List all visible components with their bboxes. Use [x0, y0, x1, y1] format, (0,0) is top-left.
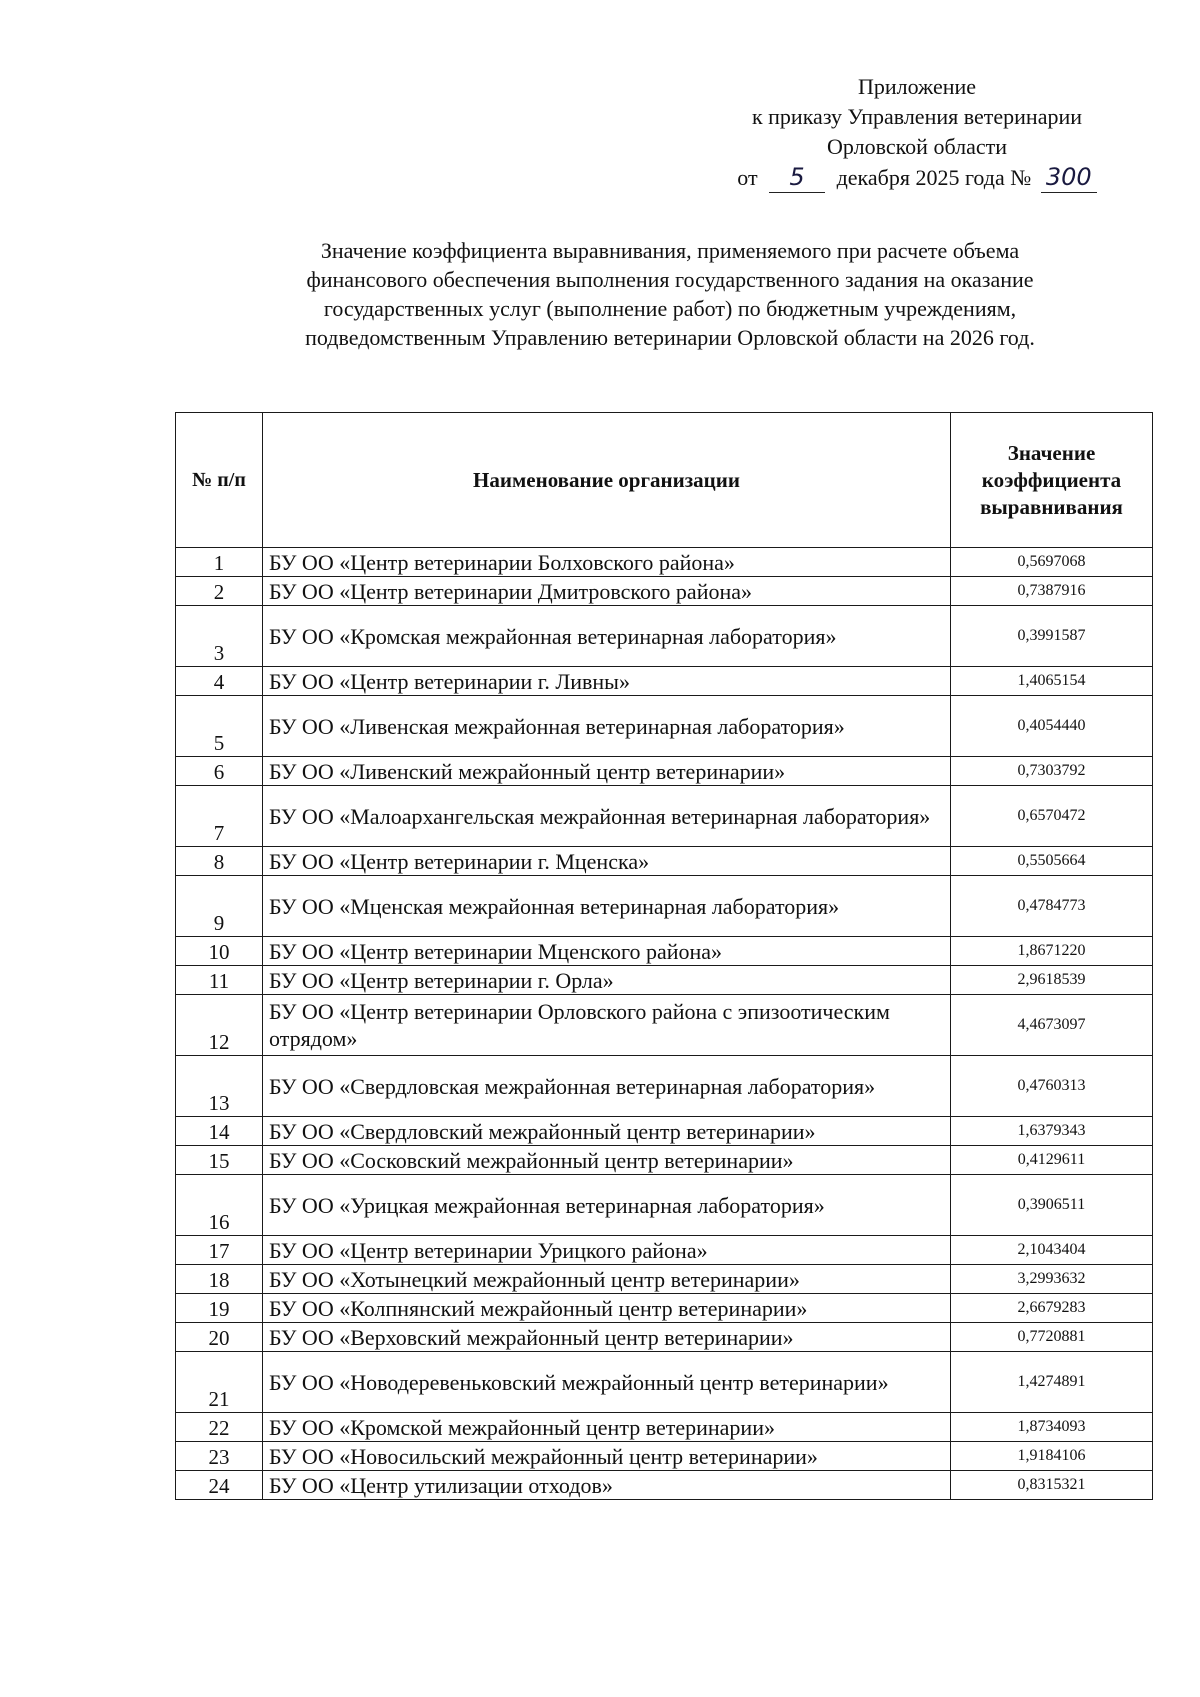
- row-number: 9: [176, 876, 263, 937]
- table-row: [176, 1146, 1153, 1175]
- organization-name: БУ ОО «Центр ветеринарии Дмитровского района»: [263, 577, 951, 606]
- coefficient-value: 1,8671220: [951, 937, 1153, 966]
- row-number: 8: [176, 847, 263, 876]
- row-number: 13: [176, 1056, 263, 1117]
- table-row: [176, 1175, 1153, 1236]
- appendix-label: Приложение: [857, 74, 977, 99]
- row-number: 19: [176, 1294, 263, 1323]
- row-number: 22: [176, 1413, 263, 1442]
- coefficient-value: 2,6679283: [951, 1294, 1153, 1323]
- row-number: 23: [176, 1442, 263, 1471]
- row-number: 24: [176, 1471, 263, 1500]
- order-reference: к приказу Управления ветеринарии: [751, 104, 1083, 129]
- coefficient-value: 2,9618539: [951, 966, 1153, 995]
- table-body: [176, 548, 1153, 1500]
- table-row: [176, 1442, 1153, 1471]
- organization-name: БУ ОО «Малоархангельская межрайонная ветеринарная лаборатория»: [263, 786, 951, 847]
- table-row: [176, 1413, 1153, 1442]
- organization-name: БУ ОО «Новосильский межрайонный центр ветеринарии»: [263, 1442, 951, 1471]
- organization-name: БУ ОО «Колпнянский межрайонный центр ветеринарии»: [263, 1294, 951, 1323]
- organization-name: БУ ОО «Центр ветеринарии Мценского района»: [263, 937, 951, 966]
- row-number: 7: [176, 786, 263, 847]
- coefficient-value: 1,4274891: [951, 1352, 1153, 1413]
- title-line: государственных услуг (выполнение работ) по бюджетным учреждениям,: [323, 296, 1017, 321]
- organization-name: БУ ОО «Кромской межрайонный центр ветеринарии»: [263, 1413, 951, 1442]
- organization-name: БУ ОО «Центр ветеринарии Урицкого района»: [263, 1236, 951, 1265]
- organization-name: БУ ОО «Ливенская межрайонная ветеринарная лаборатория»: [263, 696, 951, 757]
- table-row: [176, 1471, 1153, 1500]
- coefficient-value: 0,4760313: [951, 1056, 1153, 1117]
- table-row: [176, 937, 1153, 966]
- organization-name: БУ ОО «Центр ветеринарии г. Орла»: [263, 966, 951, 995]
- title-line: Значение коэффициента выравнивания, применяемого при расчете объема: [320, 238, 1020, 263]
- coefficient-value: 0,3991587: [951, 606, 1153, 667]
- organization-name: БУ ОО «Центр ветеринарии Орловского района с эпизоотическим отрядом»: [263, 995, 951, 1056]
- row-number: 2: [176, 577, 263, 606]
- table-row: [176, 1056, 1153, 1117]
- table-row: [176, 966, 1153, 995]
- table-row: [176, 548, 1153, 577]
- row-number: 20: [176, 1323, 263, 1352]
- table-row: [176, 1294, 1153, 1323]
- organization-name: БУ ОО «Кромская межрайонная ветеринарная лаборатория»: [263, 606, 951, 667]
- title-line: подведомственным Управлению ветеринарии Орловской области на 2026 год.: [305, 325, 1035, 350]
- row-number: 6: [176, 757, 263, 786]
- organization-name: БУ ОО «Центр ветеринарии Болховского района»: [263, 548, 951, 577]
- coefficient-value: 1,4065154: [951, 667, 1153, 696]
- coefficient-value: 3,2993632: [951, 1265, 1153, 1294]
- table-row: [176, 696, 1153, 757]
- table-row: [176, 1352, 1153, 1413]
- organization-name: БУ ОО «Сосковский межрайонный центр ветеринарии»: [263, 1146, 951, 1175]
- organization-name: БУ ОО «Ливенский межрайонный центр ветеринарии»: [263, 757, 951, 786]
- organization-name: БУ ОО «Центр утилизации отходов»: [263, 1471, 951, 1500]
- title-line: финансового обеспечения выполнения государственного задания на оказание: [306, 267, 1034, 292]
- date-prefix: от: [737, 165, 758, 190]
- coefficient-value: 0,5505664: [951, 847, 1153, 876]
- appendix-header: [682, 72, 1152, 193]
- coefficient-value: 0,4129611: [951, 1146, 1153, 1175]
- organization-name: БУ ОО «Верховский межрайонный центр ветеринарии»: [263, 1323, 951, 1352]
- coefficient-value: 4,4673097: [951, 995, 1153, 1056]
- coefficient-value: 0,4784773: [951, 876, 1153, 937]
- coefficient-value: 0,4054440: [951, 696, 1153, 757]
- organization-name: БУ ОО «Хотынецкий межрайонный центр ветеринарии»: [263, 1265, 951, 1294]
- organization-name: БУ ОО «Свердловский межрайонный центр ветеринарии»: [263, 1117, 951, 1146]
- row-number: 16: [176, 1175, 263, 1236]
- row-number: 11: [176, 966, 263, 995]
- row-number: 17: [176, 1236, 263, 1265]
- header-num: № п/п: [176, 413, 263, 548]
- row-number: 21: [176, 1352, 263, 1413]
- coefficient-value: 0,7387916: [951, 577, 1153, 606]
- table-row: [176, 577, 1153, 606]
- header-value: Значение коэффициента выравнивания: [951, 413, 1153, 548]
- row-number: 4: [176, 667, 263, 696]
- table-row: [176, 995, 1153, 1056]
- row-number: 18: [176, 1265, 263, 1294]
- date-day-handwritten: 5: [769, 162, 825, 193]
- organization-name: БУ ОО «Центр ветеринарии г. Ливны»: [263, 667, 951, 696]
- table-row: [176, 667, 1153, 696]
- row-number: 12: [176, 995, 263, 1056]
- coefficient-value: 2,1043404: [951, 1236, 1153, 1265]
- organization-name: БУ ОО «Урицкая межрайонная ветеринарная лаборатория»: [263, 1175, 951, 1236]
- region-name: Орловской области: [827, 134, 1007, 159]
- coefficient-value: 0,6570472: [951, 786, 1153, 847]
- coefficient-value: 1,9184106: [951, 1442, 1153, 1471]
- row-number: 15: [176, 1146, 263, 1175]
- document-title: [200, 236, 1140, 352]
- coefficient-value: 0,5697068: [951, 548, 1153, 577]
- table-row: [176, 876, 1153, 937]
- order-date-line: [682, 162, 1152, 193]
- table-row: [176, 606, 1153, 667]
- table-row: [176, 786, 1153, 847]
- coefficient-value: 1,6379343: [951, 1117, 1153, 1146]
- table-row: [176, 757, 1153, 786]
- coefficients-table: [175, 412, 1153, 1500]
- organization-name: БУ ОО «Свердловская межрайонная ветеринарная лаборатория»: [263, 1056, 951, 1117]
- coefficient-value: 0,3906511: [951, 1175, 1153, 1236]
- coefficient-value: 0,7303792: [951, 757, 1153, 786]
- date-rest: декабря 2025 года №: [836, 165, 1032, 190]
- coefficient-value: 0,8315321: [951, 1471, 1153, 1500]
- row-number: 1: [176, 548, 263, 577]
- order-number-handwritten: 300: [1041, 162, 1097, 193]
- row-number: 5: [176, 696, 263, 757]
- coefficient-value: 1,8734093: [951, 1413, 1153, 1442]
- table-row: [176, 1323, 1153, 1352]
- table-row: [176, 1117, 1153, 1146]
- row-number: 3: [176, 606, 263, 667]
- row-number: 10: [176, 937, 263, 966]
- header-name: Наименование организации: [263, 413, 951, 548]
- organization-name: БУ ОО «Мценская межрайонная ветеринарная лаборатория»: [263, 876, 951, 937]
- table-row: [176, 1236, 1153, 1265]
- table-header-row: [176, 413, 1153, 548]
- organization-name: БУ ОО «Новодеревеньковский межрайонный центр ветеринарии»: [263, 1352, 951, 1413]
- coefficient-value: 0,7720881: [951, 1323, 1153, 1352]
- organization-name: БУ ОО «Центр ветеринарии г. Мценска»: [263, 847, 951, 876]
- table-row: [176, 847, 1153, 876]
- table-row: [176, 1265, 1153, 1294]
- row-number: 14: [176, 1117, 263, 1146]
